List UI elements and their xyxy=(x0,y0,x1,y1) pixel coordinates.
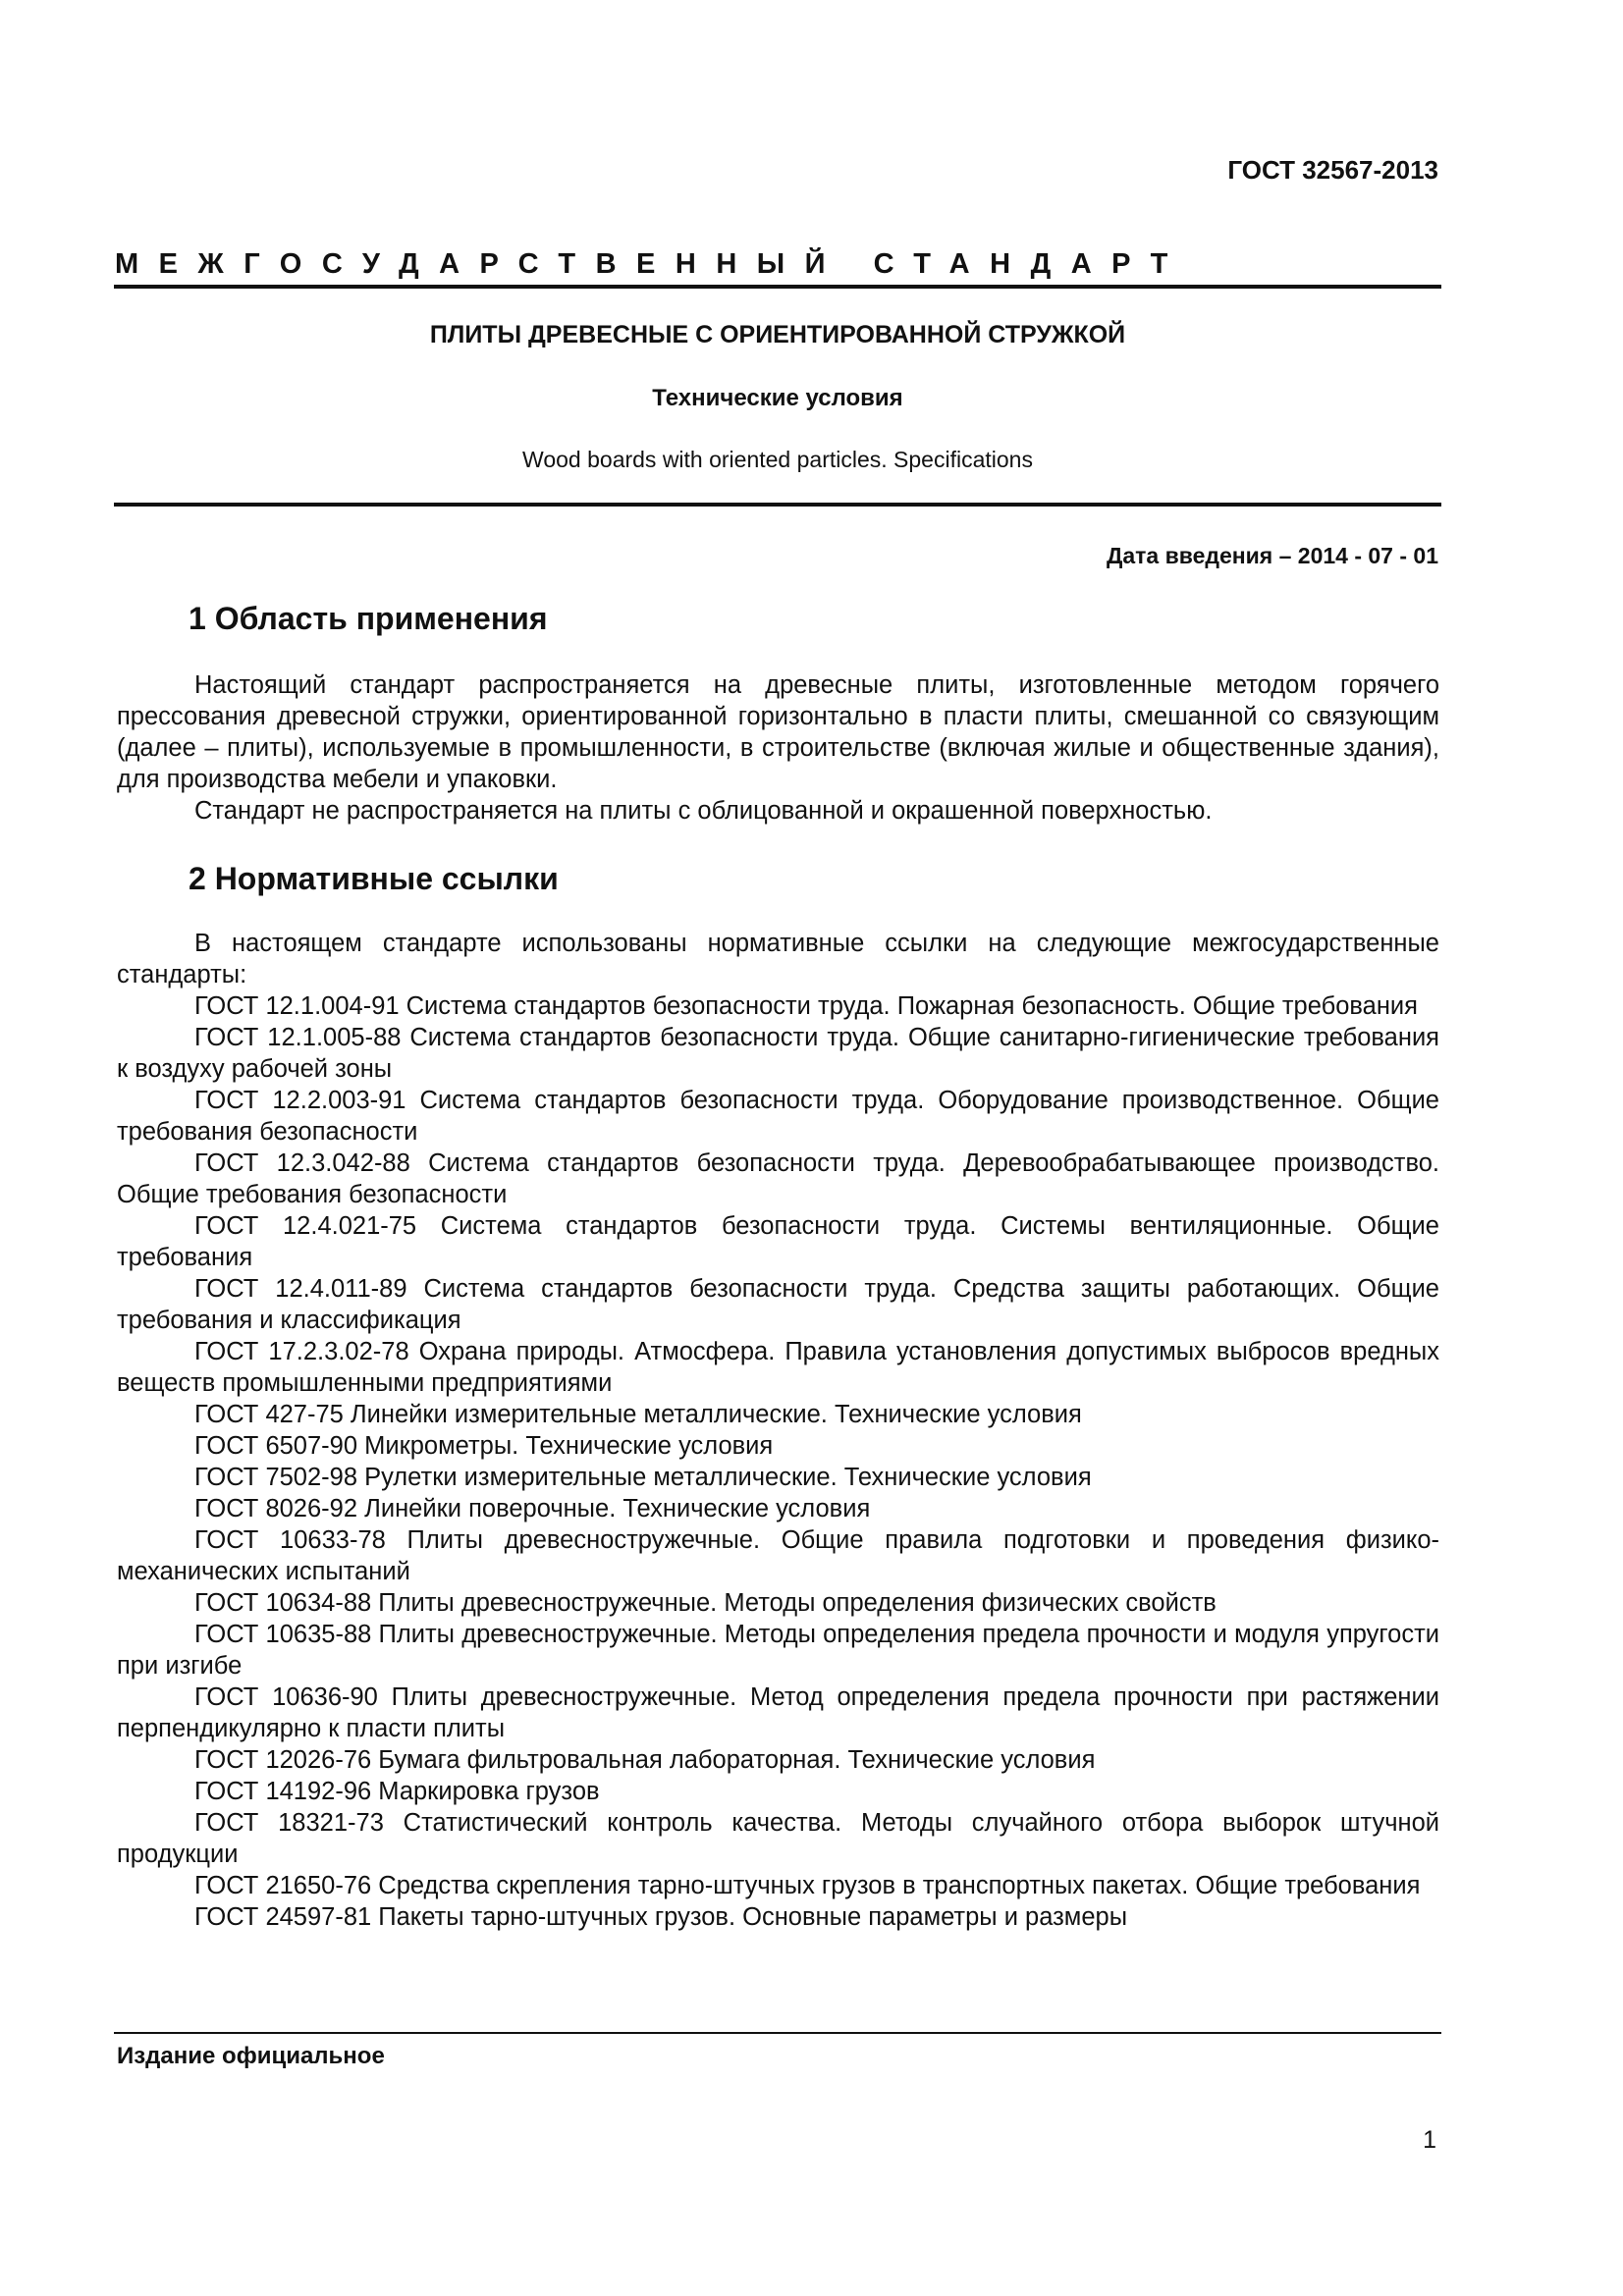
official-edition-label: Издание официальное xyxy=(117,2043,385,2069)
reference-item: ГОСТ 12026-76 Бумага фильтровальная лабораторная. Технические условия xyxy=(194,1746,1096,1774)
reference-item: ГОСТ 10634-88 Плиты древесностружечные. Методы определения физических свойств xyxy=(194,1589,1217,1617)
reference-item: ГОСТ 12.3.042-88 Система стандартов безопасности труда. Деревообрабатывающее производство. Общие требования безопасности xyxy=(117,1149,1439,1208)
reference-item: ГОСТ 7502-98 Рулетки измерительные металлические. Технические условия xyxy=(194,1464,1092,1491)
scope-text xyxy=(117,669,1439,827)
reference-item: ГОСТ 17.2.3.02-78 Охрана природы. Атмосфера. Правила установления допустимых выбросов вредных веществ промышленными предприятиями xyxy=(117,1338,1439,1397)
references-intro: В настоящем стандарте использованы нормативные ссылки на следующие межгосударственные стандарты: xyxy=(117,930,1439,988)
reference-item: ГОСТ 6507-90 Микрометры. Технические условия xyxy=(194,1432,774,1460)
reference-item: ГОСТ 12.1.004-91 Система стандартов безопасности труда. Пожарная безопасность. Общие требования xyxy=(194,992,1418,1020)
reference-item: ГОСТ 8026-92 Линейки поверочные. Технические условия xyxy=(194,1495,871,1522)
page-number: 1 xyxy=(1423,2126,1436,2154)
english-title: Wood boards with oriented particles. Specifications xyxy=(522,447,1033,472)
reference-item: ГОСТ 10636-90 Плиты древесностружечные. Метод определения предела прочности при растяжении перпендикулярно к пласти плиты xyxy=(117,1683,1439,1742)
reference-item: ГОСТ 12.1.005-88 Система стандартов безопасности труда. Общие санитарно-гигиенические требования к воздуху рабочей зоны xyxy=(117,1024,1439,1083)
references-text xyxy=(117,928,1439,1933)
footer-divider xyxy=(114,2032,1441,2034)
interstate-standard-title: МЕЖГОСУДАРСТВЕННЫЙ СТАНДАРТ xyxy=(115,248,1188,280)
introduction-date: Дата введения – 2014 - 07 - 01 xyxy=(1106,543,1438,568)
title-divider xyxy=(114,503,1441,507)
section-heading-scope: 1 Область применения xyxy=(189,601,548,636)
reference-item: ГОСТ 427-75 Линейки измерительные металлические. Технические условия xyxy=(194,1401,1082,1428)
reference-item: ГОСТ 12.4.021-75 Система стандартов безопасности труда. Системы вентиляционные. Общие требования xyxy=(117,1212,1439,1271)
reference-item: ГОСТ 12.2.003-91 Система стандартов безопасности труда. Оборудование производственное. Общие требования безопасности xyxy=(117,1087,1439,1146)
reference-item: ГОСТ 24597-81 Пакеты тарно-штучных грузов. Основные параметры и размеры xyxy=(194,1903,1128,1931)
reference-item: ГОСТ 10635-88 Плиты древесностружечные. Методы определения предела прочности и модуля упругости при изгибе xyxy=(117,1621,1439,1680)
document-subtitle: Технические условия xyxy=(652,385,903,411)
scope-paragraph: Стандарт не распространяется на плиты с облицованной и окрашенной поверхностью. xyxy=(194,797,1213,825)
reference-item: ГОСТ 14192-96 Маркировка грузов xyxy=(194,1778,600,1805)
scope-paragraph: Настоящий стандарт распространяется на древесные плиты, изготовленные методом горячего прессования древесной стружки, ориентированной горизонтально в пласти плиты, смешанной со связующим (далее – плиты), используемые в промышленности, в строительстве (включая жилые и общественные здания), для производства мебели и упаковки. xyxy=(117,671,1439,793)
document-number: ГОСТ 32567-2013 xyxy=(1227,155,1438,185)
section-heading-references: 2 Нормативные ссылки xyxy=(189,861,559,896)
reference-item: ГОСТ 21650-76 Средства скрепления тарно-штучных грузов в транспортных пакетах. Общие требования xyxy=(194,1872,1421,1899)
reference-item: ГОСТ 10633-78 Плиты древесностружечные. Общие правила подготовки и проведения физико-механических испытаний xyxy=(117,1526,1439,1585)
reference-item: ГОСТ 18321-73 Статистический контроль качества. Методы случайного отбора выборок штучной продукции xyxy=(117,1809,1439,1868)
top-divider xyxy=(114,285,1441,289)
reference-item: ГОСТ 12.4.011-89 Система стандартов безопасности труда. Средства защиты работающих. Общие требования и классификация xyxy=(117,1275,1439,1334)
document-title: ПЛИТЫ ДРЕВЕСНЫЕ С ОРИЕНТИРОВАННОЙ СТРУЖКОЙ xyxy=(429,321,1126,348)
